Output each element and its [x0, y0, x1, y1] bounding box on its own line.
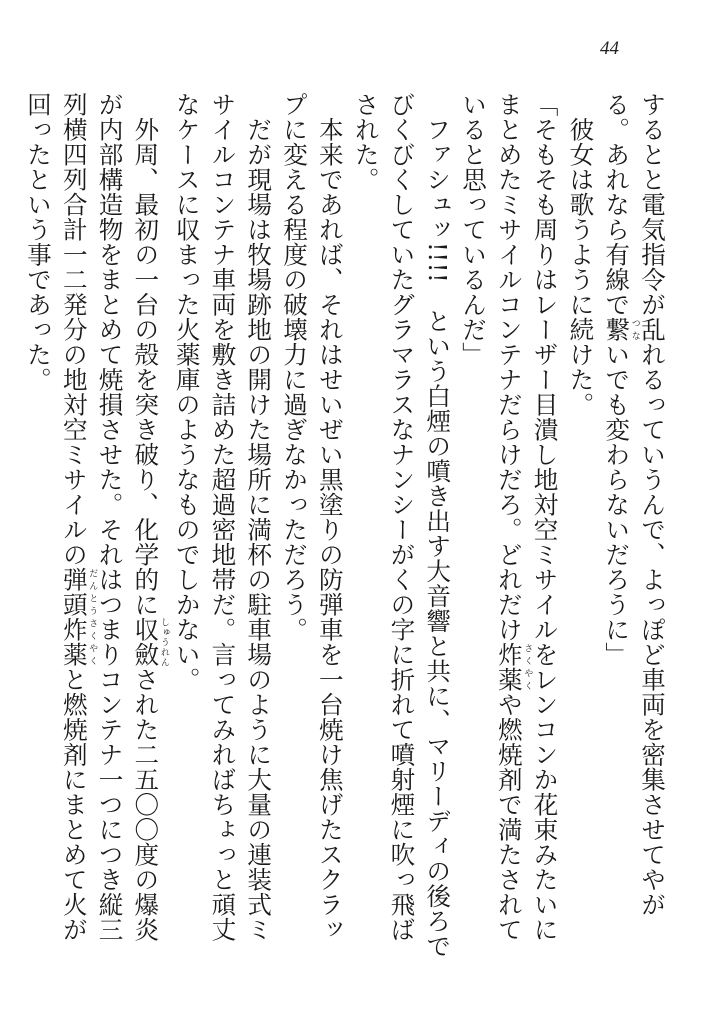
text-run: ファシュッ!!!! という白煙の噴き出す大音響と共に、マリーディの後ろでびくびくしていたグラマラスなナンシーがくの字に折れて噴射煙に吹っ飛ばされた。: [351, 92, 453, 959]
text-run: された二五〇〇度の爆炎が内部構造物をまとめて焼損させた。それはつまりコンテナ一つにつき縦三列横四列合計一二発分の地対空ミサイルの: [59, 92, 161, 942]
paragraph: [455, 92, 562, 962]
paragraph: [563, 92, 599, 962]
text-run: と燃焼剤にまとめて火が回ったという事であった。: [23, 92, 89, 942]
ruby-word: [602, 317, 640, 342]
ruby-reading: さくやく: [522, 642, 533, 692]
ruby-word: [131, 617, 169, 667]
text-run: や燃焼剤で満たされていると思っているんだ」: [459, 92, 524, 942]
text-run: 彼女は歌うように続けた。: [566, 92, 596, 417]
paragraph: [276, 92, 348, 962]
paragraph: [20, 92, 169, 962]
paragraph: [598, 92, 670, 962]
ruby-base: 収斂: [131, 617, 161, 667]
ruby-word: [494, 642, 533, 692]
ruby-reading: つな: [629, 317, 640, 342]
ruby-word: [59, 567, 98, 667]
text-run: いでも変わらないだろうに」: [602, 342, 632, 667]
page-number: 44: [600, 38, 619, 59]
ruby-base: 弾頭炸薬: [59, 567, 89, 667]
paragraph: [348, 92, 455, 962]
ruby-base: 繋: [602, 317, 632, 342]
paragraph: [169, 92, 276, 962]
text-run: 外周、最初の一台の殻を突き破り、化学的に: [131, 92, 161, 617]
ruby-reading: しゅうれん: [158, 617, 169, 667]
body-text: [20, 92, 670, 962]
text-run: 本来であれば、それはせいぜい黒塗りの防弾車を一台焼け焦げたスクラップに変える程度の破壊力に過ぎなかっただろう。: [280, 92, 345, 942]
text-run: だが現場は牧場跡地の開けた場所に満杯の駐車場のように大量の連装式ミサイルコンテナ車両を敷き詰めた超過密地帯だ。言ってみればちょっと頑丈なケースに収まった火薬庫のようなものでしかない。: [172, 92, 274, 942]
ruby-reading: だんとうさくやく: [87, 567, 98, 667]
text-run: 「そもそも周りはレーザー目潰し地対空ミサイル: [530, 92, 560, 642]
text-run: をレンコンか花束みたいにまとめたミサイルコンテナだらけだろ。どれだけ: [494, 92, 560, 942]
text-run: するとと電気指令が乱れるっていうんで、よっぽど車両を密集させてやがる。あれなら有線で: [602, 92, 667, 917]
ruby-base: 炸薬: [494, 642, 524, 692]
